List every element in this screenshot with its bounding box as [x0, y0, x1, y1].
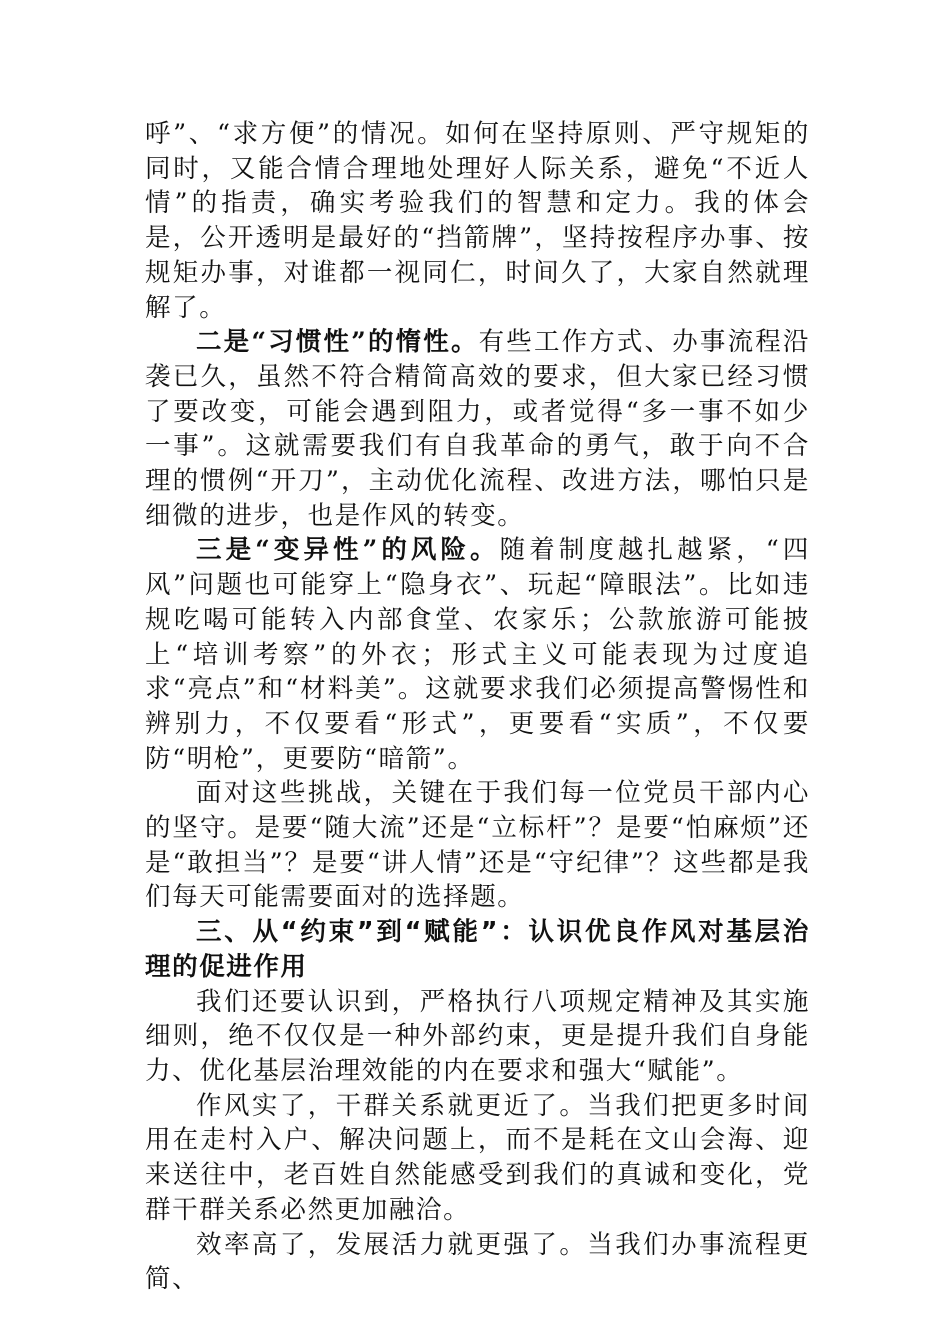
paragraph-lead-variation: 三是“变异性”的风险。 [196, 535, 500, 566]
document-page [145, 117, 810, 1297]
paragraph-continued: 呼”、“求方便”的情况。如何在坚持原则、严守规矩的同时，又能合情合理地处理好人际关系，避免“不近人情”的指责，确实考验我们的智慧和定力。我的体会是，公开透明是最好的“挡箭牌”，坚持按程序办事、按规矩办事，对谁都一视同仁，时间久了，大家自然就理解了。 [145, 119, 810, 323]
paragraph-lead-habit: 二是“习惯性”的惰性。 [196, 327, 479, 358]
paragraph-habit-inertia [145, 325, 810, 533]
paragraph-challenges: 面对这些挑战，关键在于我们每一位党员干部内心的坚守。是要“随大流”还是“立标杆”？是要“怕麻烦”还是“敢担当”？是要“讲人情”还是“守纪律”？这些都是我们每天可能需要面对的选择题。 [145, 778, 810, 913]
section-heading-three: 三、从“约束”到“赋能”：认识优良作风对基层治理的促进作用 [145, 917, 810, 982]
paragraph-efficiency: 效率高了，发展活力就更强了。当我们办事流程更简、 [145, 1229, 810, 1295]
paragraph-empowerment: 我们还要认识到，严格执行八项规定精神及其实施细则，绝不仅仅是一种外部约束，更是提升我们自身能力、优化基层治理效能的内在要求和强大“赋能”。 [145, 986, 810, 1086]
paragraph-body-variation: 随着制度越扎越紧，“四风”问题也可能穿上“隐身衣”、玩起“障眼法”。比如违规吃喝可能转入内部食堂、农家乐；公款旅游可能披上“培训考察”的外衣；形式主义可能表现为过度追求“亮点”和“材料美”。这就要求我们必须提高警惕性和辨别力，不仅要看“形式”，更要看“实质”，不仅要防“明枪”，更要防“暗箭”。 [145, 535, 811, 774]
paragraph-variation-risk [145, 533, 810, 776]
paragraph-body-habit: 有些工作方式、办事流程沿袭已久，虽然不符合精简高效的要求，但大家已经习惯了要改变，可能会遇到阻力，或者觉得“多一事不如少一事”。这就需要我们有自我革命的勇气，敢于向不合理的惯例“开刀”，主动优化流程、改进方法，哪怕只是细微的进步，也是作风的转变。 [145, 327, 811, 531]
paragraph-style-solid: 作风实了，干群关系就更近了。当我们把更多时间用在走村入户、解决问题上，而不是耗在文山会海、迎来送往中，老百姓自然能感受到我们的真诚和变化，党群干群关系必然更加融洽。 [145, 1090, 810, 1225]
